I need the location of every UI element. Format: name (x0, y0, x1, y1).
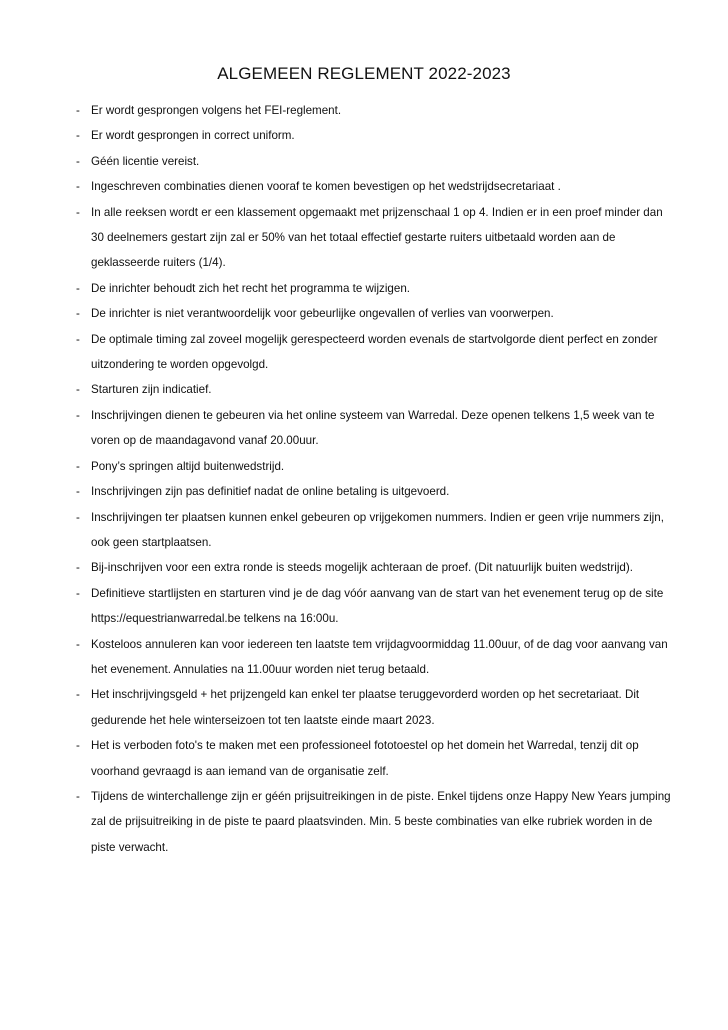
rule-item (76, 276, 676, 301)
rule-item (76, 200, 676, 276)
rule-text: Het inschrijvingsgeld + het prijzengeld kan enkel ter plaatse teruggevorderd worden op het secretariaat. Dit gedurende het hele winterseizoen tot ten laatste einde maart 2023. (91, 688, 640, 727)
rule-item (76, 454, 676, 479)
rule-text: De inrichter is niet verantwoordelijk voor gebeurlijke ongevallen of verlies van voorwerpen. (91, 307, 554, 321)
bullet-dash: - (76, 205, 80, 219)
rule-text: De inrichter behoudt zich het recht het programma te wijzigen. (91, 281, 410, 295)
rule-text: Géén licentie vereist. (91, 154, 200, 168)
rules-list (76, 98, 676, 860)
bullet-dash: - (76, 307, 80, 321)
rule-text: Het is verboden foto's te maken met een professioneel fototoestel op het domein het Warredal, tenzij dit op voorhand gevraagd is aan iemand van de organisatie zelf. (91, 739, 639, 778)
rule-text: Inschrijvingen zijn pas definitief nadat de online betaling is uitgevoerd. (91, 485, 450, 499)
rule-item (76, 377, 676, 402)
document-title: ALGEMEEN REGLEMENT 2022-2023 (217, 64, 511, 83)
rule-text: Er wordt gesprongen in correct uniform. (91, 129, 295, 143)
rule-text: Kosteloos annuleren kan voor iedereen ten laatste tem vrijdagvoormiddag 11.00uur, of de dag voor aanvang van het evenement. Annulaties na 11.00uur worden niet terug betaald. (91, 637, 668, 676)
rule-item (76, 301, 676, 326)
rule-text: Inschrijvingen dienen te gebeuren via het online systeem van Warredal. Deze openen telkens 1,5 week van te voren op de maandagavond vanaf 20.00uur. (91, 408, 655, 448)
rule-text: Bij-inschrijven voor een extra ronde is steeds mogelijk achteraan de proef. (Dit natuurlijk buiten wedstrijd). (91, 561, 633, 575)
bullet-dash: - (76, 510, 80, 524)
bullet-dash: - (76, 154, 80, 168)
bullet-dash: - (76, 637, 80, 651)
bullet-dash: - (76, 281, 80, 295)
rule-text: In alle reeksen wordt er een klassement opgemaakt met prijzenschaal 1 op 4. Indien er in een proef minder dan 30 deelnemers gestart zijn zal er 50% van het totaal effectief gestarte ruiters uitbetaald worden aan de geklasseerde ruiters (1/4). (91, 205, 663, 270)
rule-text: Er wordt gesprongen volgens het FEI-reglement. (91, 104, 342, 117)
bullet-dash: - (76, 459, 80, 473)
rule-text: Ingeschreven combinaties dienen vooraf te komen bevestigen op het wedstrijdsecretariaat . (91, 180, 561, 194)
bullet-dash: - (76, 104, 80, 117)
rule-item (76, 98, 676, 123)
bullet-dash: - (76, 332, 80, 346)
rule-item (76, 505, 676, 556)
bullet-dash: - (76, 408, 80, 422)
bullet-dash: - (76, 383, 80, 397)
bullet-dash: - (76, 561, 80, 575)
bullet-dash: - (76, 789, 80, 803)
rule-item (76, 403, 676, 454)
rule-item (76, 123, 676, 148)
bullet-dash: - (76, 688, 80, 702)
rule-text: Tijdens de winterchallenge zijn er géén prijsuitreikingen in de piste. Enkel tijdens onze Happy New Years jumping zal de prijsuitreiking in de piste te paard plaatsvinden. Min. 5 beste combinaties van elke rubriek worden in de piste verwacht. (91, 789, 671, 854)
rule-item (76, 555, 676, 580)
rule-item (76, 632, 676, 683)
rule-item (76, 327, 676, 378)
rule-item (76, 682, 676, 733)
rule-item (76, 733, 676, 784)
rule-item (76, 479, 676, 504)
bullet-dash: - (76, 485, 80, 499)
rule-text: Starturen zijn indicatief. (91, 383, 212, 397)
rule-text: Inschrijvingen ter plaatsen kunnen enkel gebeuren op vrijgekomen nummers. Indien er geen vrije nummers zijn, ook geen startplaatsen. (91, 510, 664, 549)
rule-item (76, 581, 676, 632)
rule-item (76, 149, 676, 174)
rule-text: De optimale timing zal zoveel mogelijk gerespecteerd worden evenals de startvolgorde dient perfect en zonder uitzondering te worden opgevolgd. (91, 332, 658, 372)
bullet-dash: - (76, 586, 80, 600)
bullet-dash: - (76, 180, 80, 194)
rule-item (76, 174, 676, 199)
bullet-dash: - (76, 739, 80, 753)
rule-item (76, 784, 676, 860)
rule-text: Definitieve startlijsten en starturen vind je de dag vóór aanvang van de start van het evenement terug op de site https://equestrianwarredal.be telkens na 16:00u. (91, 586, 664, 626)
rule-text: Pony’s springen altijd buitenwedstrijd. (91, 459, 285, 473)
bullet-dash: - (76, 129, 80, 143)
